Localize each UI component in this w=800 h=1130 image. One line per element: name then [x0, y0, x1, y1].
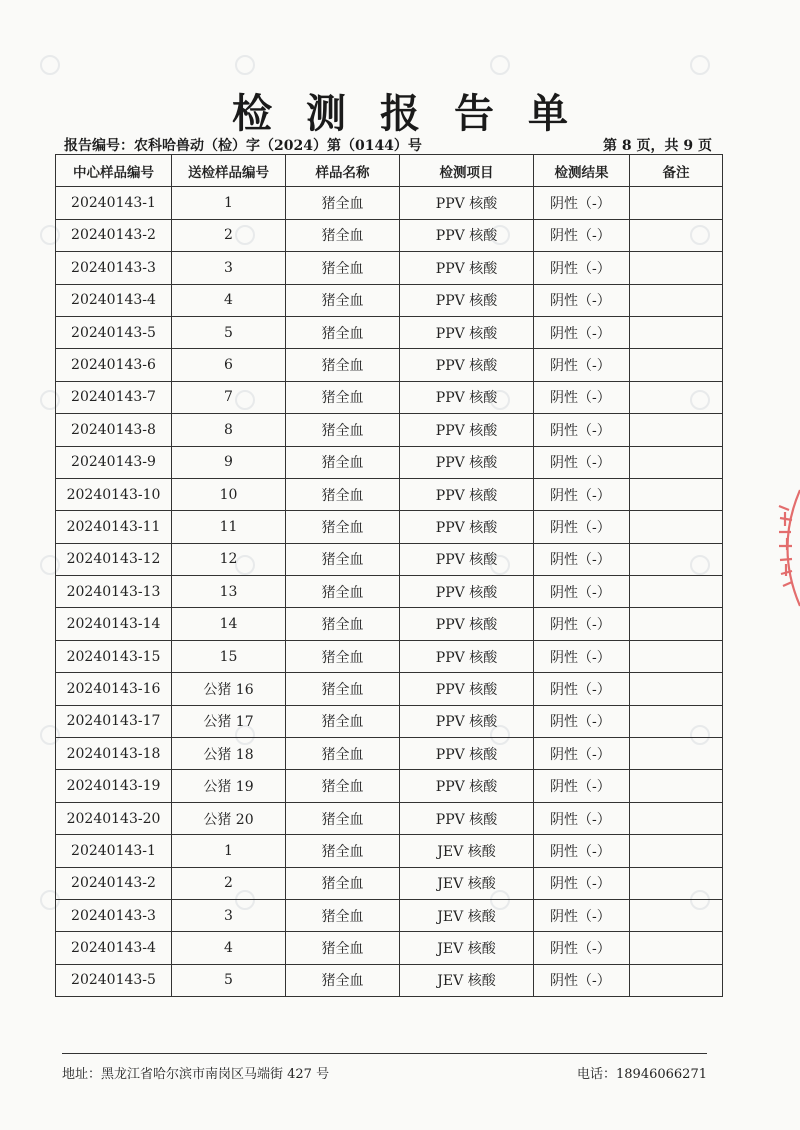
cell-remarks [630, 835, 723, 867]
cell-test-result: 阴性（-） [534, 770, 630, 802]
cell-sample-name: 猪全血 [286, 511, 400, 543]
cell-remarks [630, 316, 723, 348]
cell-test-result: 阴性（-） [534, 543, 630, 575]
cell-remarks [630, 446, 723, 478]
page-indicator: 第 8 页，共 9 页 [603, 138, 712, 154]
cell-test-item: PPV 核酸 [400, 252, 534, 284]
cell-center-sample-no: 20240143-14 [56, 608, 172, 640]
cell-center-sample-no: 20240143-18 [56, 738, 172, 770]
table-row [56, 608, 723, 640]
cell-test-result: 阴性（-） [534, 576, 630, 608]
cell-remarks [630, 608, 723, 640]
cell-center-sample-no: 20240143-12 [56, 543, 172, 575]
cell-test-item: PPV 核酸 [400, 316, 534, 348]
footer-address: 地址：黑龙江省哈尔滨市南岗区马端街 427 号 [62, 1067, 330, 1082]
cell-sample-name: 猪全血 [286, 316, 400, 348]
cell-submitted-sample-no: 公猪 17 [172, 705, 286, 737]
cell-submitted-sample-no: 8 [172, 414, 286, 446]
footer-divider [62, 1053, 707, 1054]
cell-test-item: PPV 核酸 [400, 608, 534, 640]
table-row [56, 252, 723, 284]
header-submitted-sample-no: 送检样品编号 [172, 155, 286, 187]
cell-test-item: PPV 核酸 [400, 349, 534, 381]
cell-submitted-sample-no: 公猪 20 [172, 802, 286, 834]
cell-test-item: PPV 核酸 [400, 511, 534, 543]
cell-center-sample-no: 20240143-2 [56, 219, 172, 251]
cell-test-item: PPV 核酸 [400, 640, 534, 672]
cell-sample-name: 猪全血 [286, 932, 400, 964]
table-row [56, 802, 723, 834]
cell-test-result: 阴性（-） [534, 478, 630, 510]
cell-remarks [630, 284, 723, 316]
cell-sample-name: 猪全血 [286, 867, 400, 899]
table-row [56, 349, 723, 381]
cell-remarks [630, 770, 723, 802]
cell-test-result: 阴性（-） [534, 899, 630, 931]
cell-center-sample-no: 20240143-3 [56, 899, 172, 931]
cell-submitted-sample-no: 9 [172, 446, 286, 478]
table-row [56, 576, 723, 608]
cell-test-item: JEV 核酸 [400, 867, 534, 899]
cell-submitted-sample-no: 公猪 19 [172, 770, 286, 802]
cell-sample-name: 猪全血 [286, 446, 400, 478]
cell-remarks [630, 640, 723, 672]
cell-test-item: PPV 核酸 [400, 802, 534, 834]
cell-sample-name: 猪全血 [286, 414, 400, 446]
cell-test-result: 阴性（-） [534, 705, 630, 737]
cell-remarks [630, 414, 723, 446]
cell-sample-name: 猪全血 [286, 284, 400, 316]
cell-test-item: PPV 核酸 [400, 381, 534, 413]
table-row [56, 446, 723, 478]
cell-remarks [630, 964, 723, 996]
cell-test-result: 阴性（-） [534, 835, 630, 867]
cell-remarks [630, 381, 723, 413]
cell-submitted-sample-no: 4 [172, 284, 286, 316]
cell-remarks [630, 349, 723, 381]
cell-remarks [630, 219, 723, 251]
table-row [56, 738, 723, 770]
table-row [56, 673, 723, 705]
cell-center-sample-no: 20240143-20 [56, 802, 172, 834]
cell-submitted-sample-no: 4 [172, 932, 286, 964]
table-row [56, 899, 723, 931]
cell-test-result: 阴性（-） [534, 187, 630, 219]
cell-center-sample-no: 20240143-3 [56, 252, 172, 284]
cell-submitted-sample-no: 6 [172, 349, 286, 381]
cell-sample-name: 猪全血 [286, 478, 400, 510]
cell-submitted-sample-no: 12 [172, 543, 286, 575]
cell-test-result: 阴性（-） [534, 932, 630, 964]
cell-test-result: 阴性（-） [534, 867, 630, 899]
cell-test-result: 阴性（-） [534, 381, 630, 413]
report-number: 报告编号：农科哈兽动（检）字（2024）第（0144）号 [64, 138, 422, 154]
cell-center-sample-no: 20240143-4 [56, 284, 172, 316]
cell-submitted-sample-no: 15 [172, 640, 286, 672]
cell-test-result: 阴性（-） [534, 284, 630, 316]
cell-remarks [630, 673, 723, 705]
table-row [56, 414, 723, 446]
header-center-sample-no: 中心样品编号 [56, 155, 172, 187]
cell-center-sample-no: 20240143-1 [56, 187, 172, 219]
report-title: 检测报告单 [232, 90, 602, 137]
cell-submitted-sample-no: 2 [172, 867, 286, 899]
table-row [56, 705, 723, 737]
cell-remarks [630, 738, 723, 770]
cell-submitted-sample-no: 公猪 18 [172, 738, 286, 770]
table-row [56, 640, 723, 672]
cell-test-result: 阴性（-） [534, 608, 630, 640]
table-row [56, 478, 723, 510]
cell-center-sample-no: 20240143-9 [56, 446, 172, 478]
cell-test-result: 阴性（-） [534, 252, 630, 284]
cell-test-item: PPV 核酸 [400, 187, 534, 219]
cell-test-result: 阴性（-） [534, 964, 630, 996]
cell-sample-name: 猪全血 [286, 835, 400, 867]
cell-remarks [630, 543, 723, 575]
cell-test-item: PPV 核酸 [400, 478, 534, 510]
cell-remarks [630, 576, 723, 608]
cell-test-item: PPV 核酸 [400, 446, 534, 478]
cell-sample-name: 猪全血 [286, 964, 400, 996]
table-row [56, 511, 723, 543]
cell-remarks [630, 802, 723, 834]
cell-test-item: JEV 核酸 [400, 964, 534, 996]
cell-center-sample-no: 20240143-5 [56, 964, 172, 996]
cell-test-item: PPV 核酸 [400, 770, 534, 802]
cell-test-item: PPV 核酸 [400, 738, 534, 770]
cell-test-result: 阴性（-） [534, 511, 630, 543]
header-sample-name: 样品名称 [286, 155, 400, 187]
table-row [56, 932, 723, 964]
cell-test-item: PPV 核酸 [400, 705, 534, 737]
table-row [56, 770, 723, 802]
cell-submitted-sample-no: 2 [172, 219, 286, 251]
cell-sample-name: 猪全血 [286, 770, 400, 802]
table-row [56, 867, 723, 899]
table-row [56, 219, 723, 251]
cell-sample-name: 猪全血 [286, 899, 400, 931]
cell-center-sample-no: 20240143-5 [56, 316, 172, 348]
cell-submitted-sample-no: 14 [172, 608, 286, 640]
cell-sample-name: 猪全血 [286, 381, 400, 413]
table-body [56, 187, 723, 997]
cell-sample-name: 猪全血 [286, 349, 400, 381]
header-test-item: 检测项目 [400, 155, 534, 187]
cell-remarks [630, 899, 723, 931]
cell-center-sample-no: 20240143-7 [56, 381, 172, 413]
cell-center-sample-no: 20240143-6 [56, 349, 172, 381]
cell-sample-name: 猪全血 [286, 187, 400, 219]
table-row [56, 964, 723, 996]
cell-test-item: PPV 核酸 [400, 576, 534, 608]
cell-sample-name: 猪全血 [286, 608, 400, 640]
table-row [56, 284, 723, 316]
cell-submitted-sample-no: 11 [172, 511, 286, 543]
cell-center-sample-no: 20240143-13 [56, 576, 172, 608]
cell-center-sample-no: 20240143-2 [56, 867, 172, 899]
cell-sample-name: 猪全血 [286, 543, 400, 575]
cell-center-sample-no: 20240143-8 [56, 414, 172, 446]
table-header-row [56, 155, 723, 187]
cell-sample-name: 猪全血 [286, 802, 400, 834]
cell-test-result: 阴性（-） [534, 640, 630, 672]
cell-center-sample-no: 20240143-11 [56, 511, 172, 543]
cell-sample-name: 猪全血 [286, 576, 400, 608]
cell-center-sample-no: 20240143-15 [56, 640, 172, 672]
cell-test-item: PPV 核酸 [400, 673, 534, 705]
cell-test-result: 阴性（-） [534, 802, 630, 834]
cell-sample-name: 猪全血 [286, 640, 400, 672]
cell-test-item: PPV 核酸 [400, 219, 534, 251]
cell-submitted-sample-no: 13 [172, 576, 286, 608]
cell-submitted-sample-no: 5 [172, 316, 286, 348]
table-row [56, 187, 723, 219]
cell-submitted-sample-no: 10 [172, 478, 286, 510]
cell-test-item: JEV 核酸 [400, 932, 534, 964]
header-test-result: 检测结果 [534, 155, 630, 187]
cell-remarks [630, 705, 723, 737]
cell-center-sample-no: 20240143-19 [56, 770, 172, 802]
cell-test-result: 阴性（-） [534, 738, 630, 770]
cell-sample-name: 猪全血 [286, 705, 400, 737]
cell-test-result: 阴性（-） [534, 414, 630, 446]
cell-sample-name: 猪全血 [286, 219, 400, 251]
cell-sample-name: 猪全血 [286, 252, 400, 284]
cell-test-result: 阴性（-） [534, 316, 630, 348]
cell-submitted-sample-no: 3 [172, 899, 286, 931]
cell-test-item: JEV 核酸 [400, 835, 534, 867]
cell-submitted-sample-no: 1 [172, 835, 286, 867]
cell-center-sample-no: 20240143-1 [56, 835, 172, 867]
cell-center-sample-no: 20240143-4 [56, 932, 172, 964]
cell-remarks [630, 867, 723, 899]
cell-test-item: JEV 核酸 [400, 899, 534, 931]
table-row [56, 316, 723, 348]
footer-phone: 电话：18946066271 [577, 1067, 707, 1082]
cell-test-result: 阴性（-） [534, 673, 630, 705]
cell-submitted-sample-no: 5 [172, 964, 286, 996]
cell-submitted-sample-no: 1 [172, 187, 286, 219]
cell-sample-name: 猪全血 [286, 673, 400, 705]
cell-remarks [630, 932, 723, 964]
cell-submitted-sample-no: 公猪 16 [172, 673, 286, 705]
cell-test-item: PPV 核酸 [400, 543, 534, 575]
cell-remarks [630, 187, 723, 219]
cell-test-item: PPV 核酸 [400, 284, 534, 316]
cell-sample-name: 猪全血 [286, 738, 400, 770]
cell-submitted-sample-no: 7 [172, 381, 286, 413]
cell-test-result: 阴性（-） [534, 219, 630, 251]
header-remarks: 备注 [630, 155, 723, 187]
cell-center-sample-no: 20240143-17 [56, 705, 172, 737]
cell-test-item: PPV 核酸 [400, 414, 534, 446]
red-seal-edge-icon [771, 488, 800, 608]
cell-remarks [630, 511, 723, 543]
table-row [56, 543, 723, 575]
cell-test-result: 阴性（-） [534, 349, 630, 381]
cell-center-sample-no: 20240143-10 [56, 478, 172, 510]
cell-remarks [630, 478, 723, 510]
cell-center-sample-no: 20240143-16 [56, 673, 172, 705]
cell-test-result: 阴性（-） [534, 446, 630, 478]
table-row [56, 835, 723, 867]
cell-submitted-sample-no: 3 [172, 252, 286, 284]
results-table [55, 154, 723, 997]
table-row [56, 381, 723, 413]
cell-remarks [630, 252, 723, 284]
